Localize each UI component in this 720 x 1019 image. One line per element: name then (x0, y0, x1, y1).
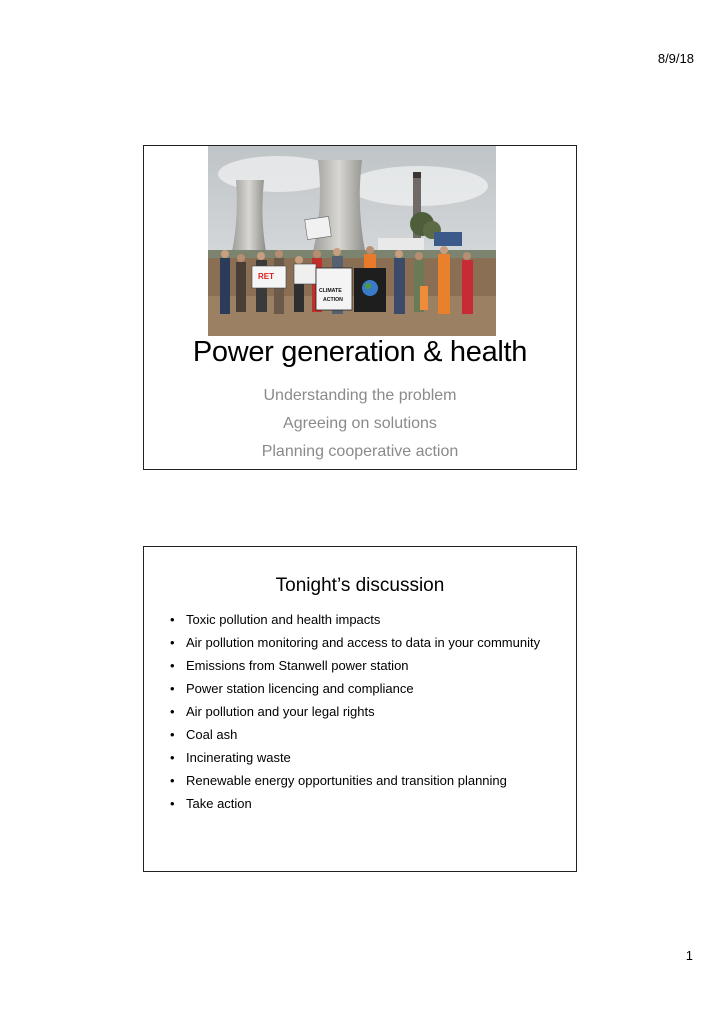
bullet-item: • Power station licencing and compliance (166, 680, 566, 698)
bullet-item: • Coal ash (166, 726, 566, 744)
sign-action: ACTION (323, 297, 343, 303)
subtitle-line: Understanding the problem (263, 387, 457, 404)
bullet-item: • Toxic pollution and health impacts (166, 611, 566, 629)
subtitle-line: Planning cooperative action (261, 443, 459, 460)
bullet-item: • Renewable energy opportunities and transition planning (166, 772, 566, 790)
title-slide (143, 145, 577, 470)
protest-photo (208, 146, 496, 336)
slide-title: Tonight’s discussion (275, 575, 445, 596)
subtitle-line: Agreeing on solutions (283, 415, 437, 432)
bullet-item: • Incinerating waste (166, 749, 566, 767)
sign-climate: CLIMATE (319, 288, 342, 294)
bullet-item: • Air pollution and your legal rights (166, 703, 566, 721)
slide-title: Power generation & health (192, 336, 528, 368)
page-number: 1 (685, 948, 693, 963)
bullet-list (166, 611, 566, 818)
bullet-item: • Emissions from Stanwell power station (166, 657, 566, 675)
page-date: 8/9/18 (657, 51, 694, 66)
sign-ret: RET (258, 272, 274, 281)
discussion-slide (143, 546, 577, 872)
bullet-item: • Take action (166, 795, 566, 813)
bullet-item: • Air pollution monitoring and access to data in your community (166, 634, 566, 652)
